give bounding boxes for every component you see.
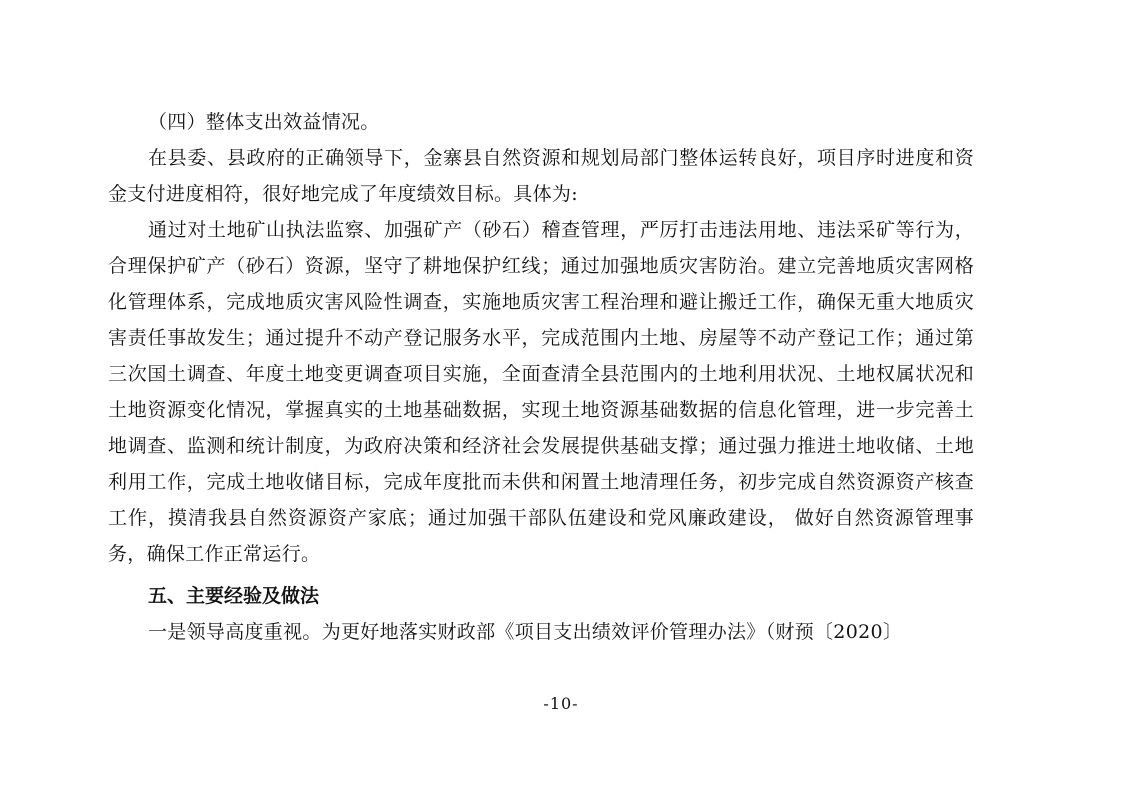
subsection-heading: （四）整体支出效益情况。 (148, 111, 380, 133)
paragraph-experience: 一是领导高度重视。为更好地落实财政部《项目支出绩效评价管理办法》（财预〔2020〕 (148, 621, 903, 643)
section-heading: 五、主要经验及做法 (148, 585, 320, 607)
paragraph-leadership: 在县委、县政府的正确领导下，金寨县自然资源和规划局部门整体运转良好，项目序时进度和资金支付进度相符，很好地完成了年度绩效目标。具体为: (108, 147, 974, 205)
page-number: -10- (543, 694, 579, 713)
page-body (108, 104, 974, 650)
paragraph-achievements: 通过对土地矿山执法监察、加强矿产（砂石）稽查管理，严厉打击违法用地、违法采矿等行为，合理保护矿产（砂石）资源，坚守了耕地保护红线；通过加强地质灾害防治。建立完善地质灾害网格化管理体系，完成地质灾害风险性调查，实施地质灾害工程治理和避让搬迁工作，确保无重大地质灾害责任事故发生；通过提升不动产登记服务水平，完成范围内土地、房屋等不动产登记工作；通过第三次国土调查、年度土地变更调查项目实施，全面查清全县范围内的土地利用状况、土地权属状况和土地资源变化情况，掌握真实的土地基础数据，实现土地资源基础数据的信息化管理，进一步完善土地调查、监测和统计制度，为政府决策和经济社会发展提供基础支撑；通过强力推进土地收储、土地利用工作，完成土地收储目标，完成年度批而未供和闲置土地清理任务，初步完成自然资源资产核查工作，摸清我县自然资源资产家底；通过加强干部队伍建设和党风廉政建设， 做好自然资源管理事务，确保工作正常运行。 (108, 219, 974, 565)
